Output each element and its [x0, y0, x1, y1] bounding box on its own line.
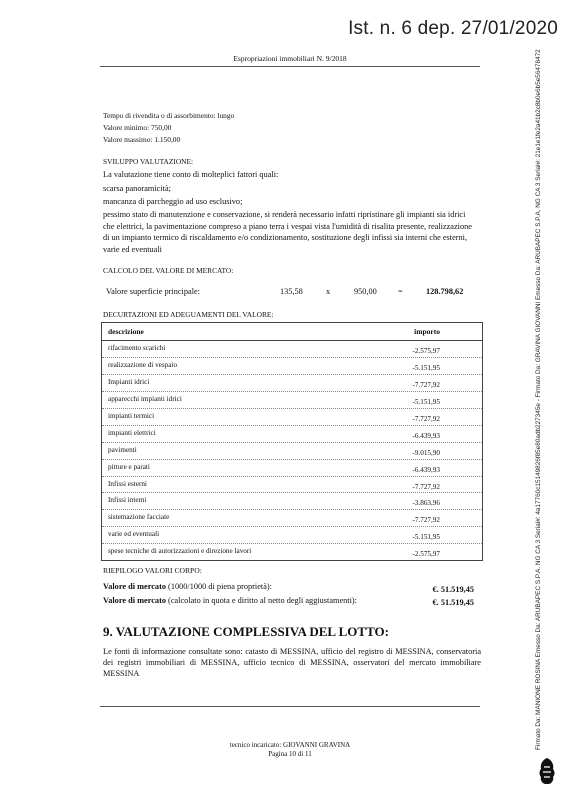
row-description: Infissi esterni: [108, 479, 147, 488]
row-amount: -7.727,92: [412, 414, 440, 423]
row-amount: -7.727,92: [412, 482, 440, 491]
calcolo-title: CALCOLO DEL VALORE DI MERCATO:: [103, 266, 234, 275]
row-description: rifacimento scarichi: [108, 344, 166, 352]
table-row: [102, 527, 482, 544]
row-description: pitture e parati: [108, 462, 150, 471]
deposit-stamp: Ist. n. 6 dep. 27/01/2020: [348, 18, 558, 39]
decurtazioni-table: [101, 322, 483, 561]
table-row: [102, 426, 482, 443]
row-description: spese tecniche di autorizzazioni e direzione lavori: [108, 547, 252, 556]
sviluppo-paragraph: pessimo stato di manutenzione e conservazione, si renderà necessario infatti ripristinare gli impianti sia idrici che elettrici, la pavimentazione compreso a piano terra i vespai vista l'umidità di risalita presente, realizzazione di un impianto termico di riscaldamento e/o condizionamento, sostituzione degli infissi sia interni che esterni, varie ed eventuali: [103, 210, 472, 254]
footer-tecnico: tecnico incaricato: GIOVANNI GRAVINA: [229, 741, 351, 749]
header-divider: [100, 66, 480, 67]
row-amount: -5.151,95: [412, 397, 440, 406]
calcolo-area: 135,58: [280, 287, 303, 296]
row-amount: -7.727,92: [412, 380, 440, 389]
row-description: impianti termici: [108, 411, 155, 420]
riepilogo-row-1: Valore di mercato (1000/1000 di piena proprietà):: [103, 582, 272, 591]
table-row: [102, 392, 482, 409]
table-row: [102, 460, 482, 477]
table-row: [102, 443, 482, 460]
table-row: [102, 544, 482, 560]
calcolo-total: 128.798,62: [426, 287, 464, 296]
page-header: Espropriazioni immobiliari N. 9/2018: [233, 54, 347, 63]
signature-sidebar: [531, 50, 545, 750]
calcolo-equals: =: [398, 287, 403, 296]
table-row: [102, 493, 482, 510]
row-amount: -3.863,96: [412, 499, 440, 508]
table-row: [102, 358, 482, 375]
row-amount: -5.151,95: [412, 533, 440, 542]
sviluppo-line-1: La valutazione tiene conto di molteplici fattori quali:: [103, 170, 279, 179]
row-description: impianti elettrici: [108, 428, 156, 437]
sviluppo-title: SVILUPPO VALUTAZIONE:: [103, 157, 194, 166]
table-row: [102, 477, 482, 494]
row-amount: -6.439,93: [412, 431, 440, 440]
row-amount: -2.575,97: [412, 347, 440, 355]
footer-divider: [100, 706, 480, 707]
riepilogo-row-2: Valore di mercato (calcolato in quota e diritto al netto degli aggiustamenti):: [103, 596, 357, 605]
row-amount: -5.151,95: [412, 363, 440, 372]
row-description: varie ed eventuali: [108, 530, 160, 539]
table-row: [102, 510, 482, 527]
row-amount: -9.015,90: [412, 448, 440, 457]
riepilogo-value-2: €. 51.519,45: [432, 598, 474, 607]
table-row: [102, 341, 482, 358]
aruba-seal-icon: [536, 757, 558, 785]
table-row: [102, 409, 482, 426]
sviluppo-line-3: mancanza di parcheggio ad uso esclusivo;: [103, 197, 243, 206]
section-title: 9. VALUTAZIONE COMPLESSIVA DEL LOTTO:: [103, 624, 389, 639]
row-description: Impianti idrici: [108, 377, 150, 386]
row-description: realizzazione di vespaio: [108, 360, 178, 369]
signature-text: Firmato Da: MANIONE ROSINA Emesso Da: ARUBAPEC S.P.A. NG CA 3 Serial#: 4a17760c15149826f85e80adb227345e - Firmato Da: GRAVINA GIOVANNI Emesso Da: ARUBAPEC S.P.A. NG CA 3 Serial#: 21e1e1fe2a41b2c8b0e6b5e56478472: [535, 49, 542, 750]
footer-page-number: Pagina 10 di 11: [268, 749, 312, 758]
row-amount: -2.575,97: [412, 550, 440, 559]
row-amount: -7.727,92: [412, 516, 440, 525]
calcolo-label: Valore superficie principale:: [106, 287, 200, 296]
col-importo: importo: [414, 327, 440, 336]
row-description: pavimenti: [108, 445, 137, 454]
row-amount: -6.439,93: [412, 465, 440, 474]
page-footer: [0, 741, 580, 758]
section-text: Le fonti di informazione consultate sono: catasto di MESSINA, ufficio del registro di MESSINA, conservatoria dei registri immobiliari di MESSINA, ufficio tecnico di MESSINA, osservatori del mercato immobiliare MESSINA: [103, 647, 481, 678]
info-valore-minimo: Valore minimo: 750,00: [103, 123, 172, 132]
row-description: Infissi interni: [108, 496, 147, 505]
row-description: sistemazione facciate: [108, 513, 170, 522]
riepilogo-title: RIEPILOGO VALORI CORPO:: [103, 566, 202, 575]
decurtazioni-title: DECURTAZIONI ED ADEGUAMENTI DEL VALORE:: [103, 310, 274, 319]
calcolo-times: x: [326, 287, 331, 296]
sviluppo-line-2: scarsa panoramicità;: [103, 184, 171, 193]
table-header: [102, 323, 482, 341]
col-descrizione: descrizione: [108, 327, 144, 336]
row-description: apparecchi impianti idrici: [108, 394, 182, 403]
info-rivendita: Tempo di rivendita o di assorbimento: lungo: [103, 111, 235, 120]
riepilogo-value-1: €. 51.519,45: [432, 585, 474, 594]
table-row: [102, 375, 482, 392]
info-valore-massimo: Valore massimo: 1.150,00: [103, 135, 181, 144]
calcolo-price: 950,00: [354, 287, 377, 296]
